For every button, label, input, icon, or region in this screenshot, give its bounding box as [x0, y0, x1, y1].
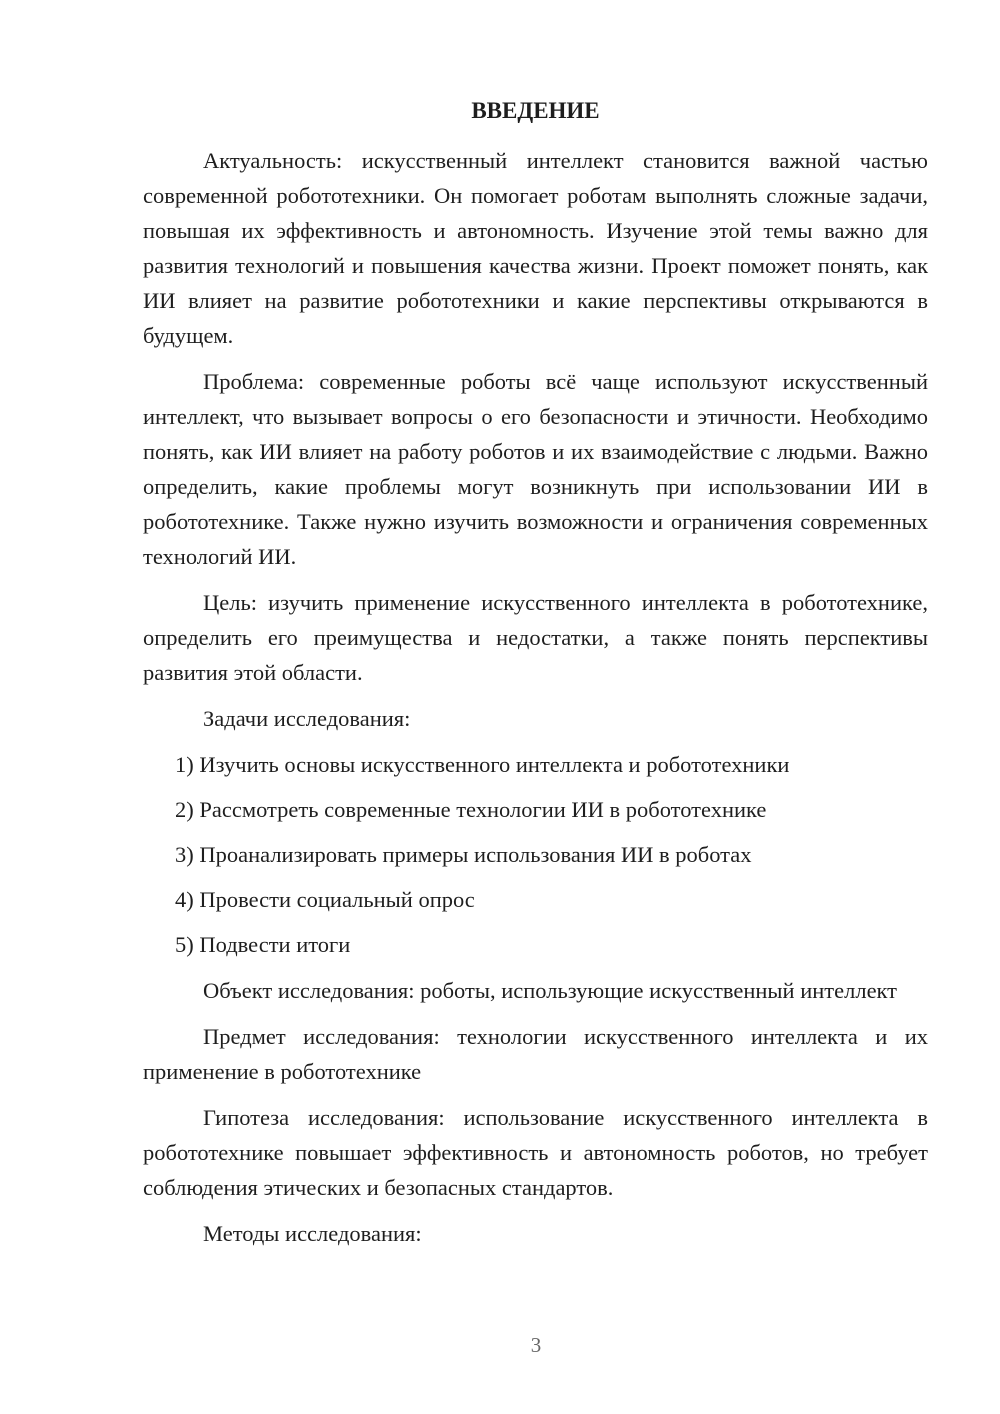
- task-item: 5) Подвести итоги: [175, 932, 351, 957]
- methods-title: Методы исследования:: [203, 1221, 422, 1246]
- paragraph-problem: Проблема: современные роботы всё чаще используют искусственный интеллект, что вызывает вопросы о его безопасности и этичности. Необходимо понять, как ИИ влияет на работу роботов и их взаимодействие с людьми. Важно определить, какие проблемы могут возникнуть при использовании ИИ в робототехнике. Также нужно изучить возможности и ограничения современных технологий ИИ.: [143, 369, 928, 569]
- task-item: 4) Провести социальный опрос: [175, 887, 475, 912]
- tasks-list: [143, 747, 928, 962]
- paragraph-goal: Цель: изучить применение искусственного интеллекта в робототехнике, определить его преимущества и недостатки, а также понять перспективы развития этой области.: [143, 590, 928, 685]
- task-item: 2) Рассмотреть современные технологии ИИ в робототехнике: [175, 797, 767, 822]
- page-number: 3: [530, 1333, 542, 1357]
- tasks-title: Задачи исследования:: [203, 706, 411, 731]
- paragraph-subject: Предмет исследования: технологии искусственного интеллекта и их применение в робототехнике: [143, 1024, 928, 1084]
- paragraph-relevance: Актуальность: искусственный интеллект становится важной частью современной робототехники. Он помогает роботам выполнять сложные задачи, повышая их эффективность и автономность. Изучение этой темы важно для развития технологий и повышения качества жизни. Проект поможет понять, как ИИ влияет на развитие робототехники и какие перспективы открываются в будущем.: [143, 148, 928, 348]
- paragraph-hypothesis: Гипотеза исследования: использование искусственного интеллекта в робототехнике повышает эффективность и автономность роботов, но требует соблюдения этических и безопасных стандартов.: [143, 1105, 928, 1200]
- paragraph-object: Объект исследования: роботы, использующие искусственный интеллект: [203, 978, 898, 1003]
- section-heading: ВВЕДЕНИЕ: [471, 98, 600, 123]
- document-body: [143, 143, 928, 1251]
- task-item: 1) Изучить основы искусственного интеллекта и робототехники: [175, 752, 790, 777]
- task-item: 3) Проанализировать примеры использования ИИ в роботах: [175, 842, 752, 867]
